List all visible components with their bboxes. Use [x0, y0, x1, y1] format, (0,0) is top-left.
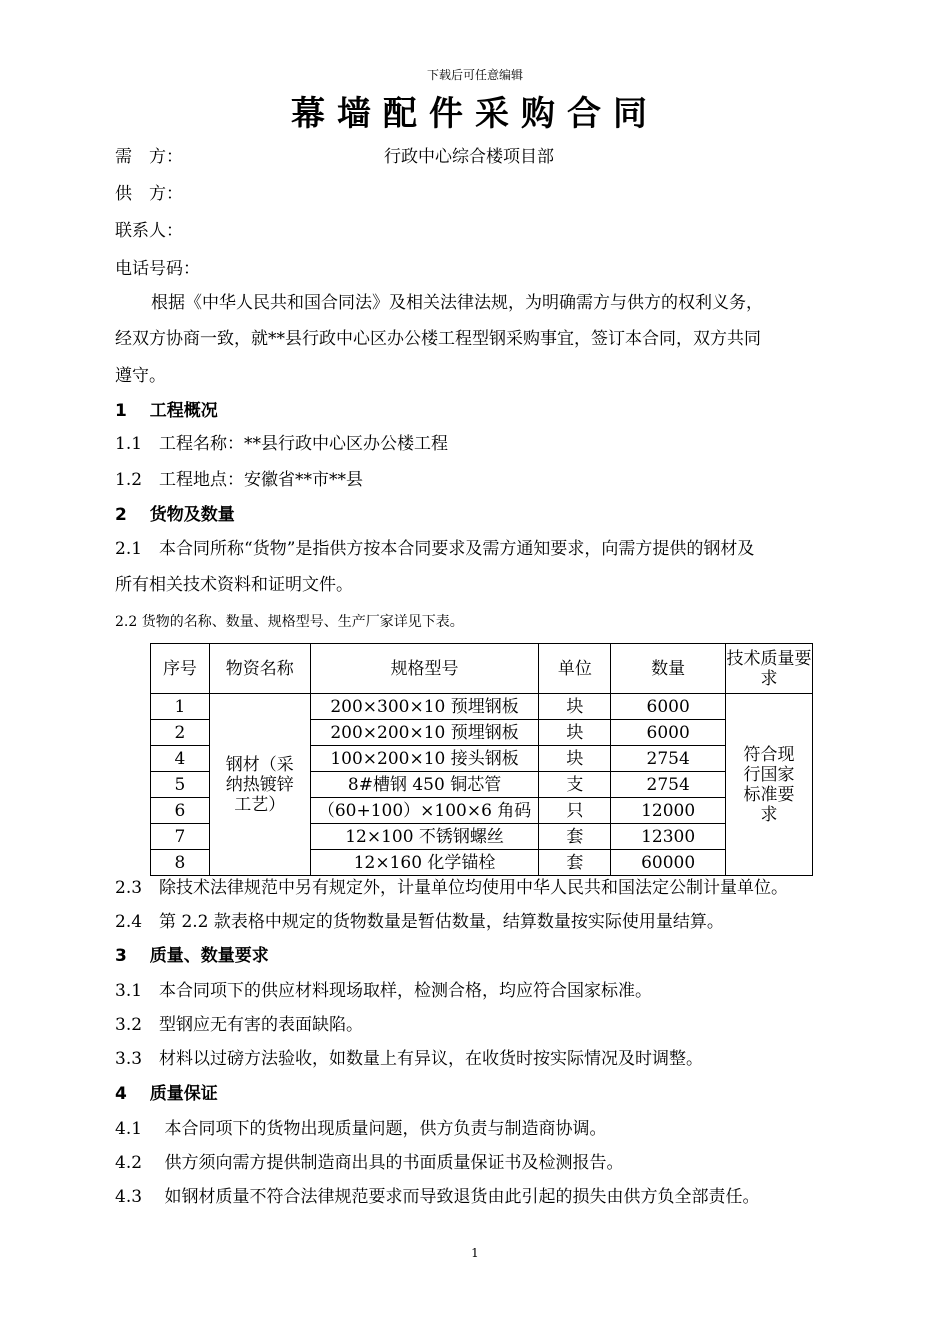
cell-unit: 支: [539, 772, 611, 798]
document-title: 幕墙配件采购合同: [291, 94, 659, 134]
cell-spec: 200×300×10 预埋钢板: [310, 694, 539, 720]
clause-4-3: 4.3 如钢材质量不符合法律规范要求而导致退货由此引起的损失由供方负全部责任。: [115, 1187, 760, 1207]
buyer-value: 行政中心综合楼项目部: [384, 147, 554, 167]
clause-1-2: 1.2 工程地点：安徽省**市**县: [115, 470, 364, 490]
buyer-label: 需 方：: [115, 147, 183, 167]
header-material: 物资名称: [209, 644, 310, 694]
clause-3-2: 3.2 型钢应无有害的表面缺陷。: [115, 1015, 364, 1035]
cell-unit: 块: [539, 746, 611, 772]
cell-unit: 只: [539, 798, 611, 824]
goods-table: [150, 643, 813, 876]
clause-2-3: 2.3 除技术法律规范中另有规定外，计量单位均使用中华人民共和国法定公制计量单位。: [115, 878, 789, 898]
cell-no: 6: [151, 798, 210, 824]
cell-no: 4: [151, 746, 210, 772]
clause-1-1: 1.1 工程名称：**县行政中心区办公楼工程: [115, 434, 449, 454]
cell-no: 2: [151, 720, 210, 746]
clause-4-2: 4.2 供方须向需方提供制造商出具的书面质量保证书及检测报告。: [115, 1153, 624, 1173]
clause-2-2: 2.2 货物的名称、数量、规格型号、生产厂家详见下表。: [115, 614, 464, 630]
cell-material: 钢材（采纳热镀锌工艺）: [209, 694, 310, 876]
clause-2-1-line-2: 所有相关技术资料和证明文件。: [115, 575, 353, 595]
supplier-label: 供 方：: [115, 184, 183, 204]
cell-quality: 符合现行国家标准要求: [726, 694, 813, 876]
header-qty: 数量: [611, 644, 726, 694]
section-1-heading: 1 工程概况: [115, 401, 218, 421]
phone-label: 电话号码：: [115, 259, 200, 279]
section-3-heading: 3 质量、数量要求: [115, 946, 269, 966]
clause-2-4: 2.4 第 2.2 款表格中规定的货物数量是暂估数量，结算数量按实际使用量结算。: [115, 912, 724, 932]
table-row: [151, 694, 813, 720]
cell-no: 1: [151, 694, 210, 720]
cell-no: 5: [151, 772, 210, 798]
clause-3-3: 3.3 材料以过磅方法验收，如数量上有异议，在收货时按实际情况及时调整。: [115, 1049, 704, 1069]
clause-2-1-line-1: 2.1 本合同所称“货物”是指供方按本合同要求及需方通知要求，向需方提供的钢材及: [115, 539, 755, 559]
cell-spec: 12×160 化学锚栓: [310, 850, 539, 876]
cell-spec: （60+100）×100×6 角码: [310, 798, 539, 824]
cell-qty: 6000: [611, 694, 726, 720]
cell-unit: 套: [539, 850, 611, 876]
clause-4-1: 4.1 本合同项下的货物出现质量问题，供方负责与制造商协调。: [115, 1119, 607, 1139]
header-note: 下载后可任意编辑: [426, 68, 523, 82]
intro-line-2: 经双方协商一致，就**县行政中心区办公楼工程型钢采购事宜，签订本合同，双方共同: [115, 329, 761, 349]
header-quality: 技术质量要求: [726, 644, 813, 694]
header-no: 序号: [151, 644, 210, 694]
cell-spec: 12×100 不锈钢螺丝: [310, 824, 539, 850]
cell-unit: 块: [539, 694, 611, 720]
cell-qty: 2754: [611, 746, 726, 772]
contact-label: 联系人：: [115, 221, 183, 241]
header-unit: 单位: [539, 644, 611, 694]
cell-qty: 60000: [611, 850, 726, 876]
cell-qty: 2754: [611, 772, 726, 798]
cell-qty: 12000: [611, 798, 726, 824]
cell-spec: 200×200×10 预埋钢板: [310, 720, 539, 746]
cell-unit: 块: [539, 720, 611, 746]
cell-unit: 套: [539, 824, 611, 850]
cell-spec: 8#槽钢 450 铜芯管: [310, 772, 539, 798]
cell-qty: 12300: [611, 824, 726, 850]
cell-spec: 100×200×10 接头钢板: [310, 746, 539, 772]
intro-line-1: 根据《中华人民共和国合同法》及相关法律法规，为明确需方与供方的权利义务，: [151, 293, 763, 313]
cell-qty: 6000: [611, 720, 726, 746]
header-spec: 规格型号: [310, 644, 539, 694]
table-header-row: [151, 644, 813, 694]
cell-no: 8: [151, 850, 210, 876]
page-number: 1: [471, 1246, 479, 1260]
cell-no: 7: [151, 824, 210, 850]
section-4-heading: 4 质量保证: [115, 1084, 218, 1104]
clause-3-1: 3.1 本合同项下的供应材料现场取样，检测合格，均应符合国家标准。: [115, 981, 653, 1001]
section-2-heading: 2 货物及数量: [115, 505, 235, 525]
intro-line-3: 遵守。: [115, 366, 166, 386]
